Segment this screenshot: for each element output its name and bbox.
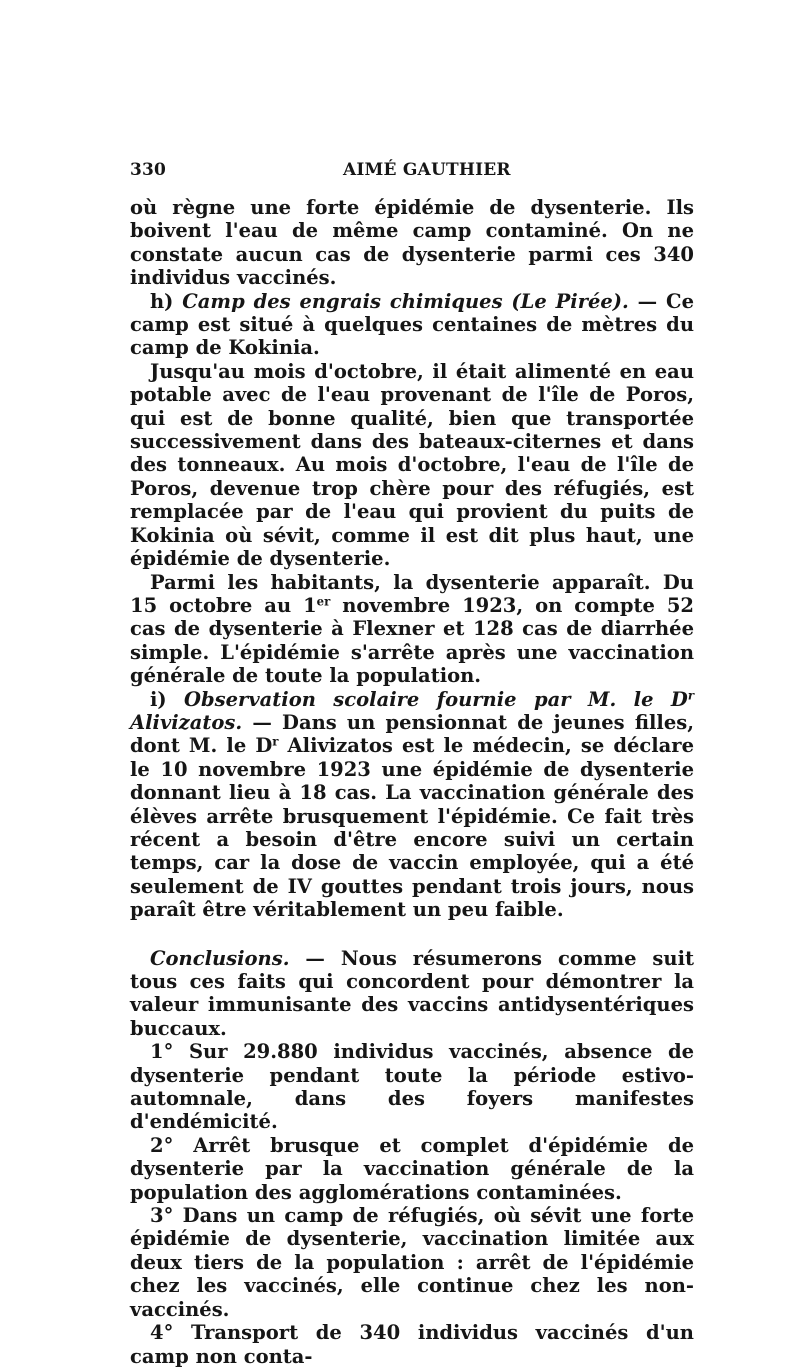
page-number: 330 bbox=[130, 160, 167, 180]
paragraph-conclusions: Conclusions. — Nous résumerons comme suit tous ces faits qui concordent pour démontrer la valeur immunisante des vaccins antidysentériques buccaux. bbox=[130, 946, 694, 1040]
paragraph-inhabitants: Parmi les habitants, la dysenterie apparaît. Du 15 octobre au 1er novembre 1923, on compte 52 cas de dysenterie à Flexner et 128 cas de diarrhée simple. L'épidémie s'arrête après une vaccination générale de toute la population. bbox=[130, 570, 694, 688]
body-text bbox=[130, 196, 694, 1368]
conclusion-item-3: 3° Dans un camp de réfugiés, où sévit une forte épidémie de dysenterie, vaccination limitée aux deux tiers de la population : arrêt de l'épidémie chez les vaccinés, elle continue chez les non-vaccinés. bbox=[130, 1204, 694, 1321]
conclusion-item-2: 2° Arrêt brusque et complet d'épidémie de dysenterie par la vaccination générale de la population des agglomérations contaminées. bbox=[130, 1133, 694, 1204]
running-head: AIMÉ GAUTHIER bbox=[343, 160, 511, 180]
conclusion-item-1: 1° Sur 29.880 individus vaccinés, absence de dysenterie pendant toute la période estivo-automnale, dans des foyers manifestes d'endémicité. bbox=[130, 1040, 694, 1134]
paragraph-school-observation: i) Observation scolaire fournie par M. le $D^r$ Alivizatos. — Dans un pensionnat de jeunes filles, dont M. le $D^r$ Alivizatos est le médecin, se déclare le 10 novembre 1923 une épidémie de dysenterie donnant lieu à 18 cas. La vaccination générale des élèves arrête brusquement l'épidémie. Ce fait très récent a besoin d'être encore suivi un certain temps, car la dose de vaccin employée, qui a été seulement de IV gouttes pendant trois jours, nous paraît être véritablement un peu faible. bbox=[130, 687, 694, 922]
page-header bbox=[130, 160, 700, 184]
section-title: Observation scolaire fournie par M. le $D^r$ Alivizatos. bbox=[130, 687, 694, 734]
paragraph-continuation: où règne une forte épidémie de dysenterie. Ils boivent l'eau de même camp contaminé. On ne constate aucun cas de dysenterie parmi ces 340 individus vaccinés. bbox=[130, 196, 694, 290]
paragraph-camp-engrais: h) Camp des engrais chimiques (Le Pirée). — Ce camp est situé à quelques centaines de mètres du camp de Kokinia. bbox=[130, 289, 694, 360]
section-title: Camp des engrais chimiques (Le Pirée). bbox=[182, 289, 629, 313]
paragraph-water-supply: Jusqu'au mois d'octobre, il était alimenté en eau potable avec de l'eau provenant de l'île de Poros, qui est de bonne qualité, bien que transportée successivement dans des bateaux-citernes et dans des tonneaux. Au mois d'octobre, l'eau de l'île de Poros, devenue trop chère pour des réfugiés, est remplacée par de l'eau qui provient du puits de Kokinia où sévit, comme il est dit plus haut, une épidémie de dysenterie. bbox=[130, 359, 694, 571]
section-title: Conclusions. bbox=[150, 946, 290, 970]
conclusion-item-4: 4° Transport de 340 individus vaccinés d'un camp non conta- bbox=[130, 1321, 694, 1368]
